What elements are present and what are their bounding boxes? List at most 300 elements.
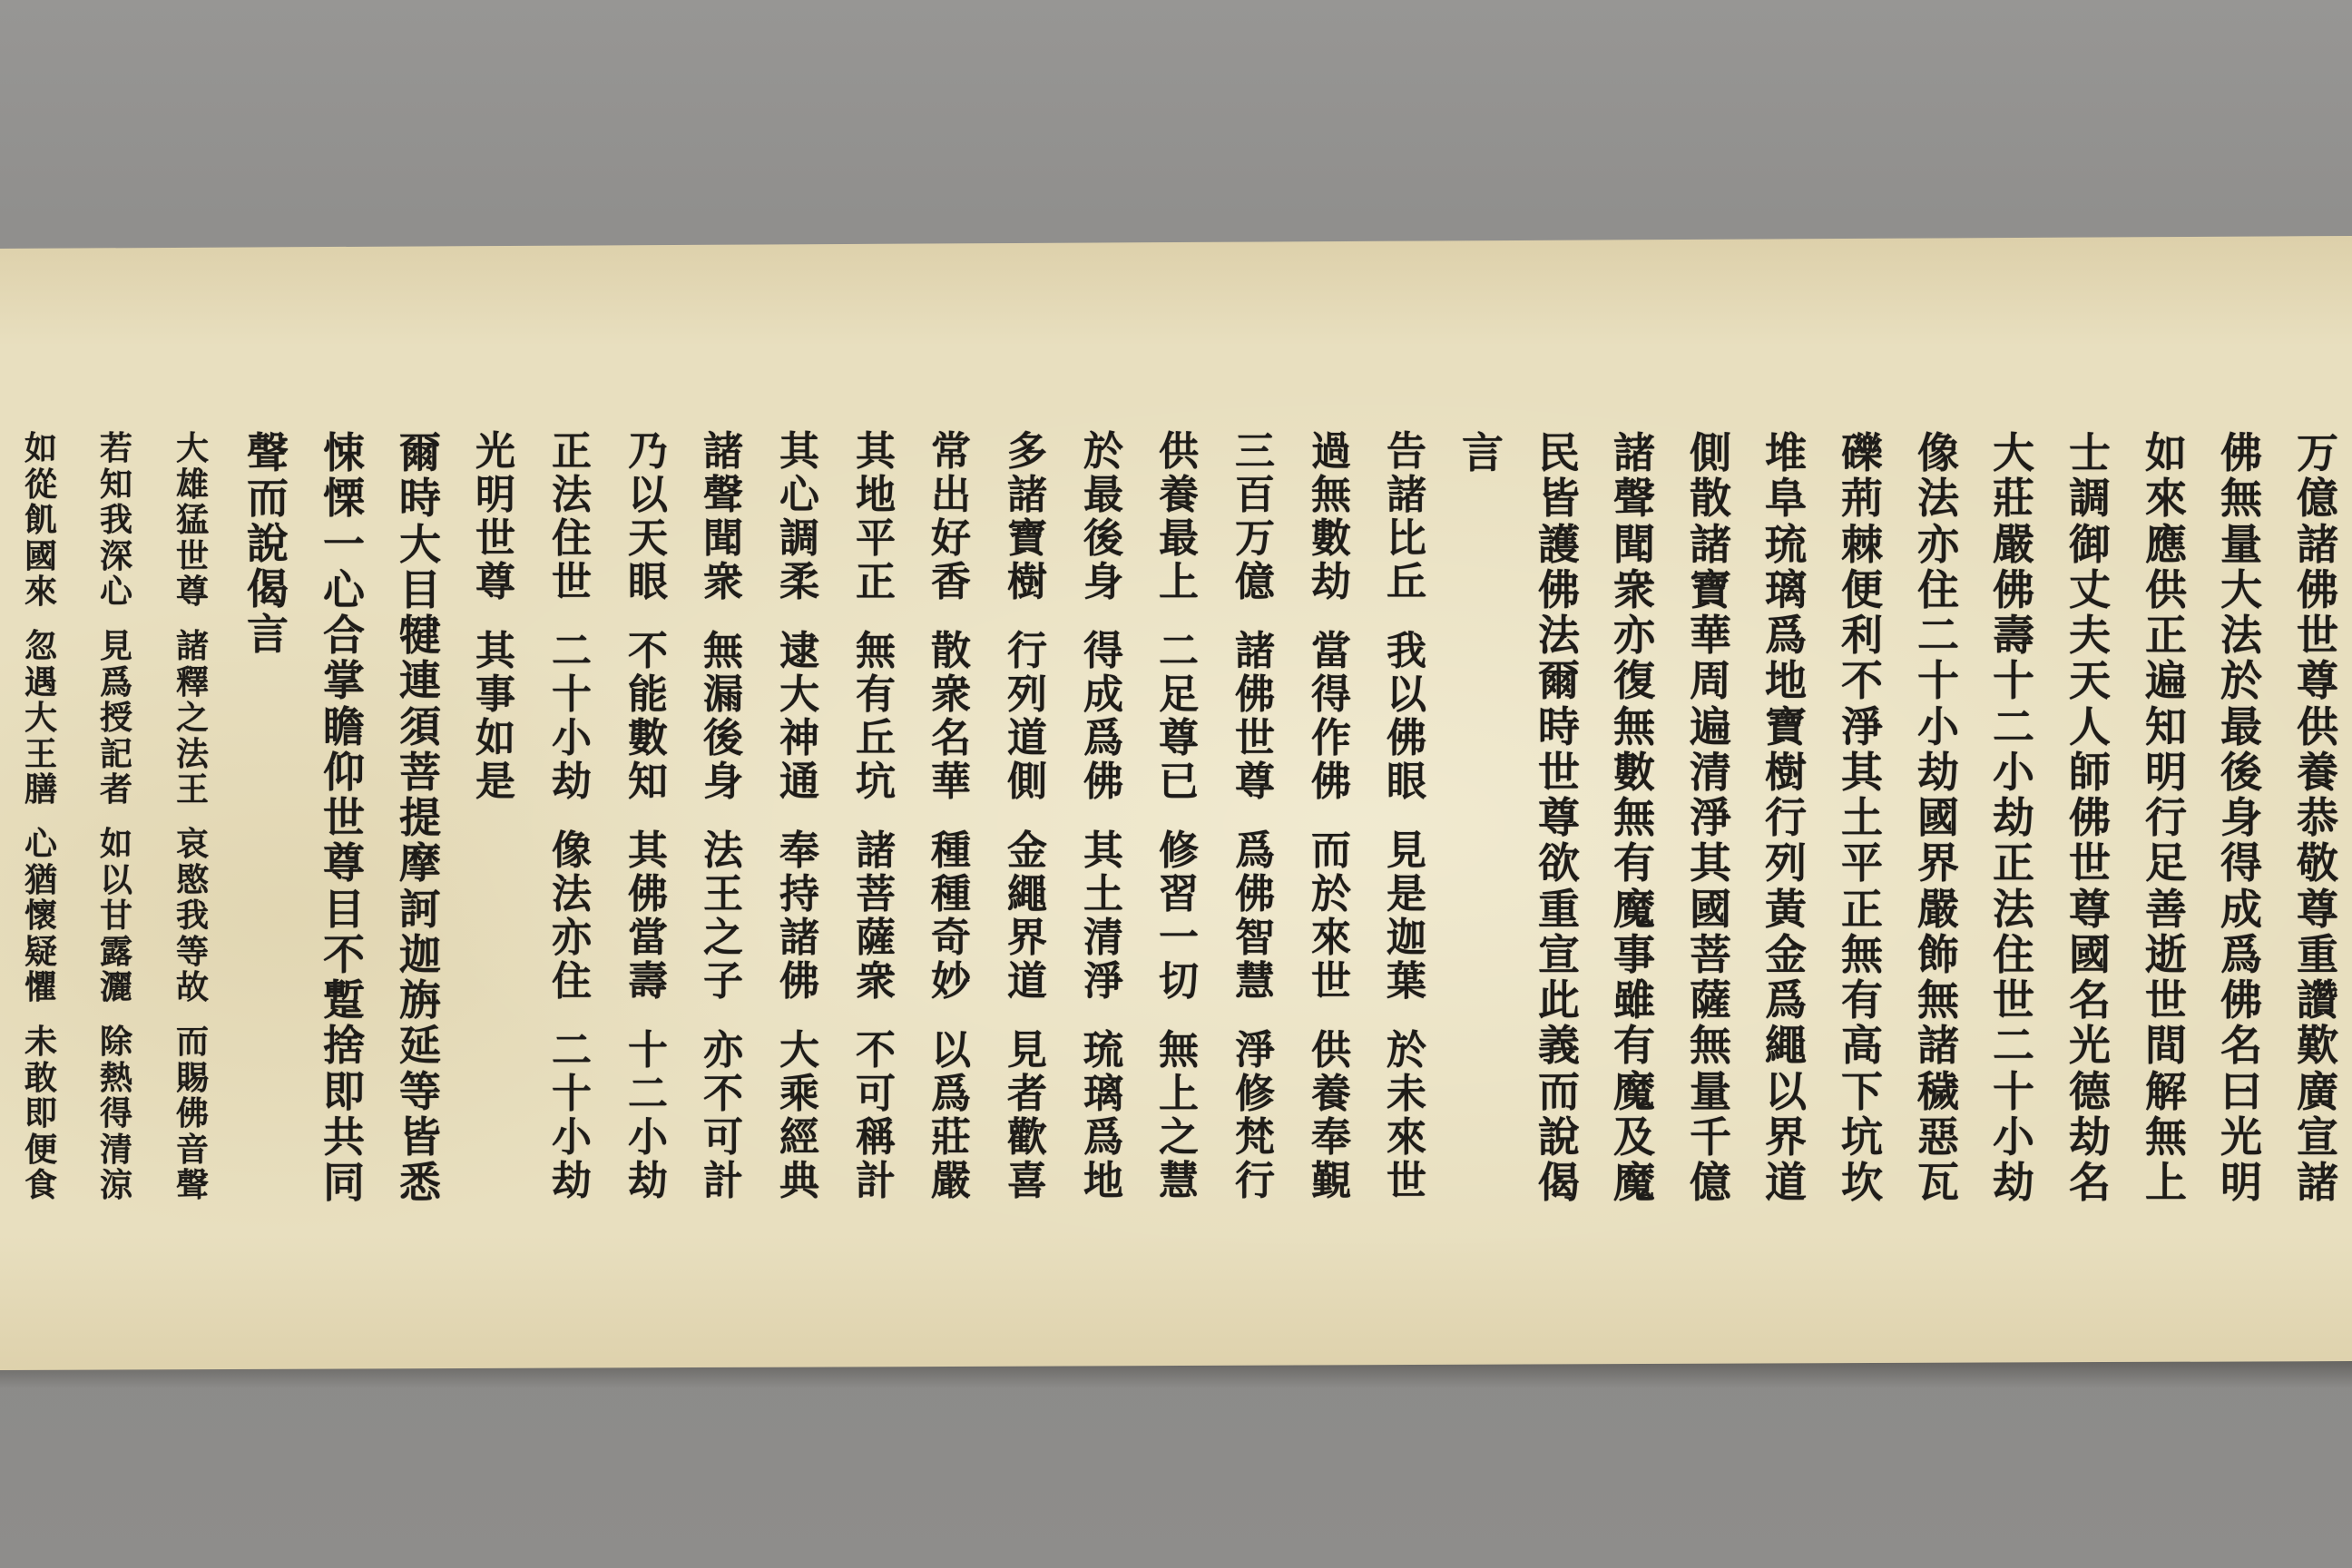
verse-phrase [1304, 1027, 1358, 1204]
character: 三 [1235, 428, 1275, 475]
character: 琉 [1083, 1027, 1123, 1073]
character: 典 [779, 1158, 819, 1204]
character: 有 [1613, 838, 1655, 888]
character: 尊 [1235, 759, 1275, 805]
character: 無 [2220, 474, 2262, 524]
character: 佛 [2069, 793, 2111, 842]
character: 繩 [1765, 1021, 1807, 1071]
character: 飢 [24, 501, 57, 539]
character: 食 [24, 1166, 57, 1204]
character: 見 [1387, 828, 1426, 874]
verse-phrase [1228, 428, 1282, 605]
character: 正 [2145, 611, 2187, 660]
character: 猛 [175, 501, 209, 539]
character: 千 [1690, 1112, 1731, 1161]
character: 切 [1159, 958, 1199, 1004]
character: 法 [1993, 884, 2034, 934]
character: 莊 [1993, 474, 2034, 524]
character: 故 [175, 968, 209, 1006]
character: 喜 [1007, 1158, 1047, 1204]
character: 供 [2145, 564, 2187, 614]
character: 正 [1841, 884, 1883, 934]
character: 衆 [856, 958, 896, 1004]
character: 無 [1841, 929, 1883, 979]
character: 於 [1311, 871, 1351, 917]
character: 來 [1387, 1114, 1426, 1161]
verse-phrase [924, 428, 978, 605]
character: 曰 [2220, 1066, 2262, 1116]
character: 諸 [856, 828, 896, 874]
character: 德 [2069, 1066, 2111, 1116]
character: 坑 [1841, 1112, 1883, 1161]
character: 正 [552, 428, 592, 475]
character: 金 [1007, 828, 1047, 874]
verse-phrase [14, 429, 68, 611]
verse-phrase [1076, 628, 1131, 805]
character: 如 [99, 825, 132, 863]
verse-phrase [1000, 428, 1054, 605]
character: 天 [628, 515, 668, 562]
character: 荊 [1841, 474, 1883, 524]
verse-phrase [1379, 828, 1434, 1004]
character: 尊 [1159, 715, 1199, 761]
character: 十 [552, 671, 592, 718]
character: 列 [1007, 671, 1047, 718]
verse-column [1304, 428, 1358, 1204]
character: 爲 [1765, 975, 1807, 1024]
verse-phrase [468, 628, 523, 805]
character: 衆 [1613, 564, 1655, 614]
character: 慧 [1235, 958, 1275, 1004]
character: 事 [1613, 929, 1655, 979]
character: 嚴 [1917, 884, 1959, 934]
character: 甘 [99, 897, 132, 935]
character: 言 [247, 610, 289, 659]
character: 列 [1765, 838, 1807, 888]
verse-column [165, 429, 220, 1204]
character: 璃 [1765, 564, 1807, 614]
character: 劫 [1993, 793, 2034, 842]
character: 提 [399, 793, 441, 842]
character: 除 [99, 1023, 132, 1061]
character: 其 [628, 828, 668, 874]
character: 無 [1690, 1021, 1731, 1071]
character: 爲 [931, 1071, 971, 1117]
verse-phrase [1304, 428, 1358, 605]
character: 薩 [856, 915, 896, 961]
character: 訶 [399, 884, 441, 934]
character: 逮 [779, 628, 819, 674]
character: 而 [1311, 828, 1351, 874]
character: 行 [1235, 1158, 1275, 1204]
character: 住 [1993, 929, 2034, 979]
verse-phrase [89, 1023, 143, 1204]
character: 蹔 [323, 975, 365, 1024]
character: 敢 [24, 1058, 57, 1097]
character: 合 [323, 611, 365, 660]
character: 礫 [1841, 428, 1883, 477]
verse-column [468, 428, 523, 805]
character: 聞 [703, 515, 743, 562]
character: 土 [1083, 871, 1123, 917]
character: 比 [1387, 515, 1426, 562]
character: 諸 [1235, 628, 1275, 674]
character: 大 [175, 429, 209, 467]
character: 以 [1765, 1066, 1807, 1116]
character: 其 [856, 428, 896, 475]
character: 利 [1841, 611, 1883, 660]
character: 重 [2297, 929, 2338, 979]
character: 能 [628, 671, 668, 718]
character: 可 [856, 1071, 896, 1117]
character: 迦 [1387, 915, 1426, 961]
character: 修 [1159, 828, 1199, 874]
character: 地 [1765, 656, 1807, 706]
character: 衆 [703, 559, 743, 605]
character: 佛 [1311, 759, 1351, 805]
character: 復 [1613, 656, 1655, 706]
character: 間 [2145, 1021, 2187, 1071]
verse-phrase [165, 825, 220, 1006]
character: 散 [931, 628, 971, 674]
character: 欲 [1538, 838, 1580, 888]
character: 從 [24, 465, 57, 504]
character: 華 [1690, 611, 1731, 660]
character: 名 [931, 715, 971, 761]
character: 涼 [99, 1166, 132, 1204]
verse-phrase [1228, 628, 1282, 805]
character: 供 [1311, 1027, 1351, 1073]
character: 法 [1917, 474, 1959, 524]
character: 得 [1083, 628, 1123, 674]
character: 計 [856, 1158, 896, 1204]
character: 歡 [1007, 1114, 1047, 1161]
verse-phrase [696, 1027, 750, 1204]
character: 量 [2220, 519, 2262, 569]
character: 經 [779, 1114, 819, 1161]
verse-phrase [696, 428, 750, 605]
character: 界 [1007, 915, 1047, 961]
character: 心 [99, 573, 132, 611]
character: 葉 [1387, 958, 1426, 1004]
character: 黃 [1765, 884, 1807, 934]
character: 義 [1538, 1021, 1580, 1071]
character: 神 [779, 715, 819, 761]
character: 聲 [175, 1166, 209, 1204]
character: 佛 [1235, 671, 1275, 718]
character: 道 [1007, 958, 1047, 1004]
character: 遇 [24, 662, 57, 701]
character: 民 [1538, 428, 1580, 477]
character: 奉 [779, 828, 819, 874]
character: 無 [703, 628, 743, 674]
prose-column [1986, 428, 2041, 1207]
character: 香 [931, 559, 971, 605]
character: 明 [2145, 747, 2187, 797]
character: 行 [1765, 793, 1807, 842]
character: 大 [779, 1027, 819, 1073]
character: 足 [1159, 671, 1199, 718]
prose-column-end [1455, 428, 1510, 477]
character: 小 [628, 1114, 668, 1161]
character: 疑 [24, 932, 57, 971]
character: 佛 [779, 958, 819, 1004]
character: 調 [779, 515, 819, 562]
character: 諸 [1387, 472, 1426, 518]
character: 不 [856, 1027, 896, 1073]
character: 佛 [1083, 759, 1123, 805]
character: 大 [779, 671, 819, 718]
character: 聲 [1613, 474, 1655, 524]
character: 御 [2069, 519, 2111, 569]
character: 後 [2220, 747, 2262, 797]
character: 十 [628, 1027, 668, 1073]
character: 多 [1007, 428, 1047, 475]
character: 衆 [931, 671, 971, 718]
verse-phrase [89, 627, 143, 808]
character: 敬 [2297, 838, 2338, 888]
prose-column [393, 428, 447, 1207]
character: 佛 [2297, 564, 2338, 614]
character: 無 [1159, 1027, 1199, 1073]
character: 亦 [1917, 519, 1959, 569]
character: 膳 [24, 770, 57, 808]
character: 二 [628, 1071, 668, 1117]
verse-phrase [89, 825, 143, 1006]
character: 露 [99, 932, 132, 971]
character: 爲 [1083, 715, 1123, 761]
character: 十 [1993, 656, 2034, 706]
character: 法 [703, 828, 743, 874]
character: 世 [1993, 975, 2034, 1024]
character: 薩 [1690, 975, 1731, 1024]
character: 世 [175, 536, 209, 575]
character: 最 [1083, 472, 1123, 518]
character: 無 [2145, 1112, 2187, 1161]
character: 世 [2297, 611, 2338, 660]
character: 懼 [24, 968, 57, 1006]
character: 小 [552, 1114, 592, 1161]
character: 平 [1841, 838, 1883, 888]
character: 佛 [628, 871, 668, 917]
character: 出 [931, 472, 971, 518]
character: 慄 [323, 474, 365, 524]
character: 億 [1235, 559, 1275, 605]
prose-column [1835, 428, 1889, 1207]
character: 覲 [1311, 1158, 1351, 1204]
character: 法 [2220, 611, 2262, 660]
character: 魔 [1613, 1158, 1655, 1207]
character: 聲 [703, 472, 743, 518]
character: 行 [2145, 793, 2187, 842]
verse-phrase [848, 628, 903, 805]
character: 土 [1841, 793, 1883, 842]
character: 釋 [175, 662, 209, 701]
character: 延 [399, 1021, 441, 1071]
character: 夫 [2069, 611, 2111, 660]
character: 大 [2220, 564, 2262, 614]
verse-phrase [1152, 828, 1206, 1004]
character: 當 [628, 915, 668, 961]
character: 共 [323, 1112, 365, 1161]
character: 一 [323, 519, 365, 569]
character: 一 [1159, 915, 1199, 961]
character: 淨 [1690, 793, 1731, 842]
character: 劫 [1917, 747, 1959, 797]
verse-column [14, 429, 68, 1204]
character: 劫 [552, 1158, 592, 1204]
verse-phrase [165, 627, 220, 808]
prose-column [1532, 428, 1586, 1207]
prose-column [1607, 428, 1661, 1207]
character: 琉 [1765, 519, 1807, 569]
character: 身 [1083, 559, 1123, 605]
character: 捨 [323, 1021, 365, 1071]
character: 心 [779, 472, 819, 518]
character: 皆 [1538, 474, 1580, 524]
character: 最 [2220, 701, 2262, 751]
verse-phrase [1228, 1027, 1282, 1204]
character: 是 [475, 759, 515, 805]
character: 坑 [856, 759, 896, 805]
character: 遍 [1690, 701, 1731, 751]
character: 諸 [2297, 1158, 2338, 1207]
character: 未 [1387, 1071, 1426, 1117]
verse-phrase [772, 428, 827, 605]
verse-phrase [1152, 628, 1206, 805]
character: 有 [1841, 975, 1883, 1024]
character: 乘 [779, 1071, 819, 1117]
character: 十 [552, 1071, 592, 1117]
character: 奉 [1311, 1114, 1351, 1161]
character: 計 [703, 1158, 743, 1204]
character: 法 [552, 871, 592, 917]
character: 子 [703, 958, 743, 1004]
character: 世 [1235, 715, 1275, 761]
character: 小 [1993, 747, 2034, 797]
character: 說 [247, 519, 289, 568]
verse-phrase [1076, 428, 1131, 605]
character: 目 [323, 884, 365, 934]
character: 魔 [1613, 1066, 1655, 1116]
character: 過 [1311, 428, 1351, 475]
character: 寶 [1765, 701, 1807, 751]
character: 其 [475, 628, 515, 674]
character: 而 [247, 474, 289, 523]
character: 心 [24, 825, 57, 863]
prose-column [2214, 428, 2269, 1207]
verse-phrase [14, 627, 68, 808]
character: 連 [399, 656, 441, 706]
character: 大 [399, 519, 441, 569]
character: 重 [1538, 884, 1580, 934]
character: 阜 [1765, 474, 1807, 524]
character: 諸 [1007, 472, 1047, 518]
prose-column [317, 428, 371, 1207]
character: 嚴 [931, 1158, 971, 1204]
character: 上 [1159, 1071, 1199, 1117]
verse-column [696, 428, 750, 1204]
verse-phrase [621, 1027, 675, 1204]
character: 柔 [779, 559, 819, 605]
character: 世 [2145, 975, 2187, 1024]
character: 養 [1159, 472, 1199, 518]
character: 成 [2220, 884, 2262, 934]
character: 劫 [552, 759, 592, 805]
character: 世 [1311, 958, 1351, 1004]
character: 悚 [323, 428, 365, 477]
character: 佛 [1993, 564, 2034, 614]
verse-phrase [1152, 428, 1206, 605]
character: 熱 [99, 1058, 132, 1097]
character: 眼 [628, 559, 668, 605]
character: 忽 [24, 627, 57, 665]
character: 寶 [1007, 515, 1047, 562]
character: 爲 [1235, 828, 1275, 874]
character: 犍 [399, 611, 441, 660]
character: 稱 [856, 1114, 896, 1161]
character: 數 [628, 715, 668, 761]
character: 記 [99, 734, 132, 773]
character: 等 [175, 932, 209, 971]
character: 得 [2220, 838, 2262, 888]
character: 迦 [399, 929, 441, 979]
character: 二 [1159, 628, 1199, 674]
character: 恭 [2297, 793, 2338, 842]
character: 數 [1613, 747, 1655, 797]
verse-phrase [89, 429, 143, 611]
character: 嚴 [1993, 519, 2034, 569]
character: 丘 [856, 715, 896, 761]
character: 灑 [99, 968, 132, 1006]
character: 掌 [323, 656, 365, 706]
character: 無 [1311, 472, 1351, 518]
verse-column [1228, 428, 1282, 1204]
character: 已 [1159, 759, 1199, 805]
character: 以 [931, 1027, 971, 1073]
character: 佛 [2220, 975, 2262, 1024]
character: 我 [175, 897, 209, 935]
character: 明 [2220, 1158, 2262, 1207]
character: 爲 [99, 662, 132, 701]
character: 堆 [1765, 428, 1807, 477]
character: 十 [1993, 1066, 2034, 1116]
character: 調 [2069, 474, 2111, 524]
character: 見 [99, 627, 132, 665]
character: 名 [2069, 975, 2111, 1024]
character: 世 [1387, 1158, 1426, 1204]
character: 天 [2069, 656, 2111, 706]
character: 通 [779, 759, 819, 805]
verse-phrase [924, 1027, 978, 1204]
verse-phrase [544, 628, 599, 805]
character: 清 [1690, 747, 1731, 797]
character: 而 [1538, 1066, 1580, 1116]
character: 以 [1387, 671, 1426, 718]
verse-phrase [1000, 828, 1054, 1004]
character: 應 [2145, 519, 2187, 569]
character: 後 [703, 715, 743, 761]
verse-phrase [924, 628, 978, 805]
character: 持 [779, 871, 819, 917]
character: 億 [2297, 474, 2338, 524]
verse-phrase [1000, 1027, 1054, 1204]
character: 宣 [1538, 929, 1580, 979]
character: 修 [1235, 1071, 1275, 1117]
character: 劫 [628, 1158, 668, 1204]
character: 地 [1083, 1158, 1123, 1204]
character: 國 [24, 536, 57, 575]
